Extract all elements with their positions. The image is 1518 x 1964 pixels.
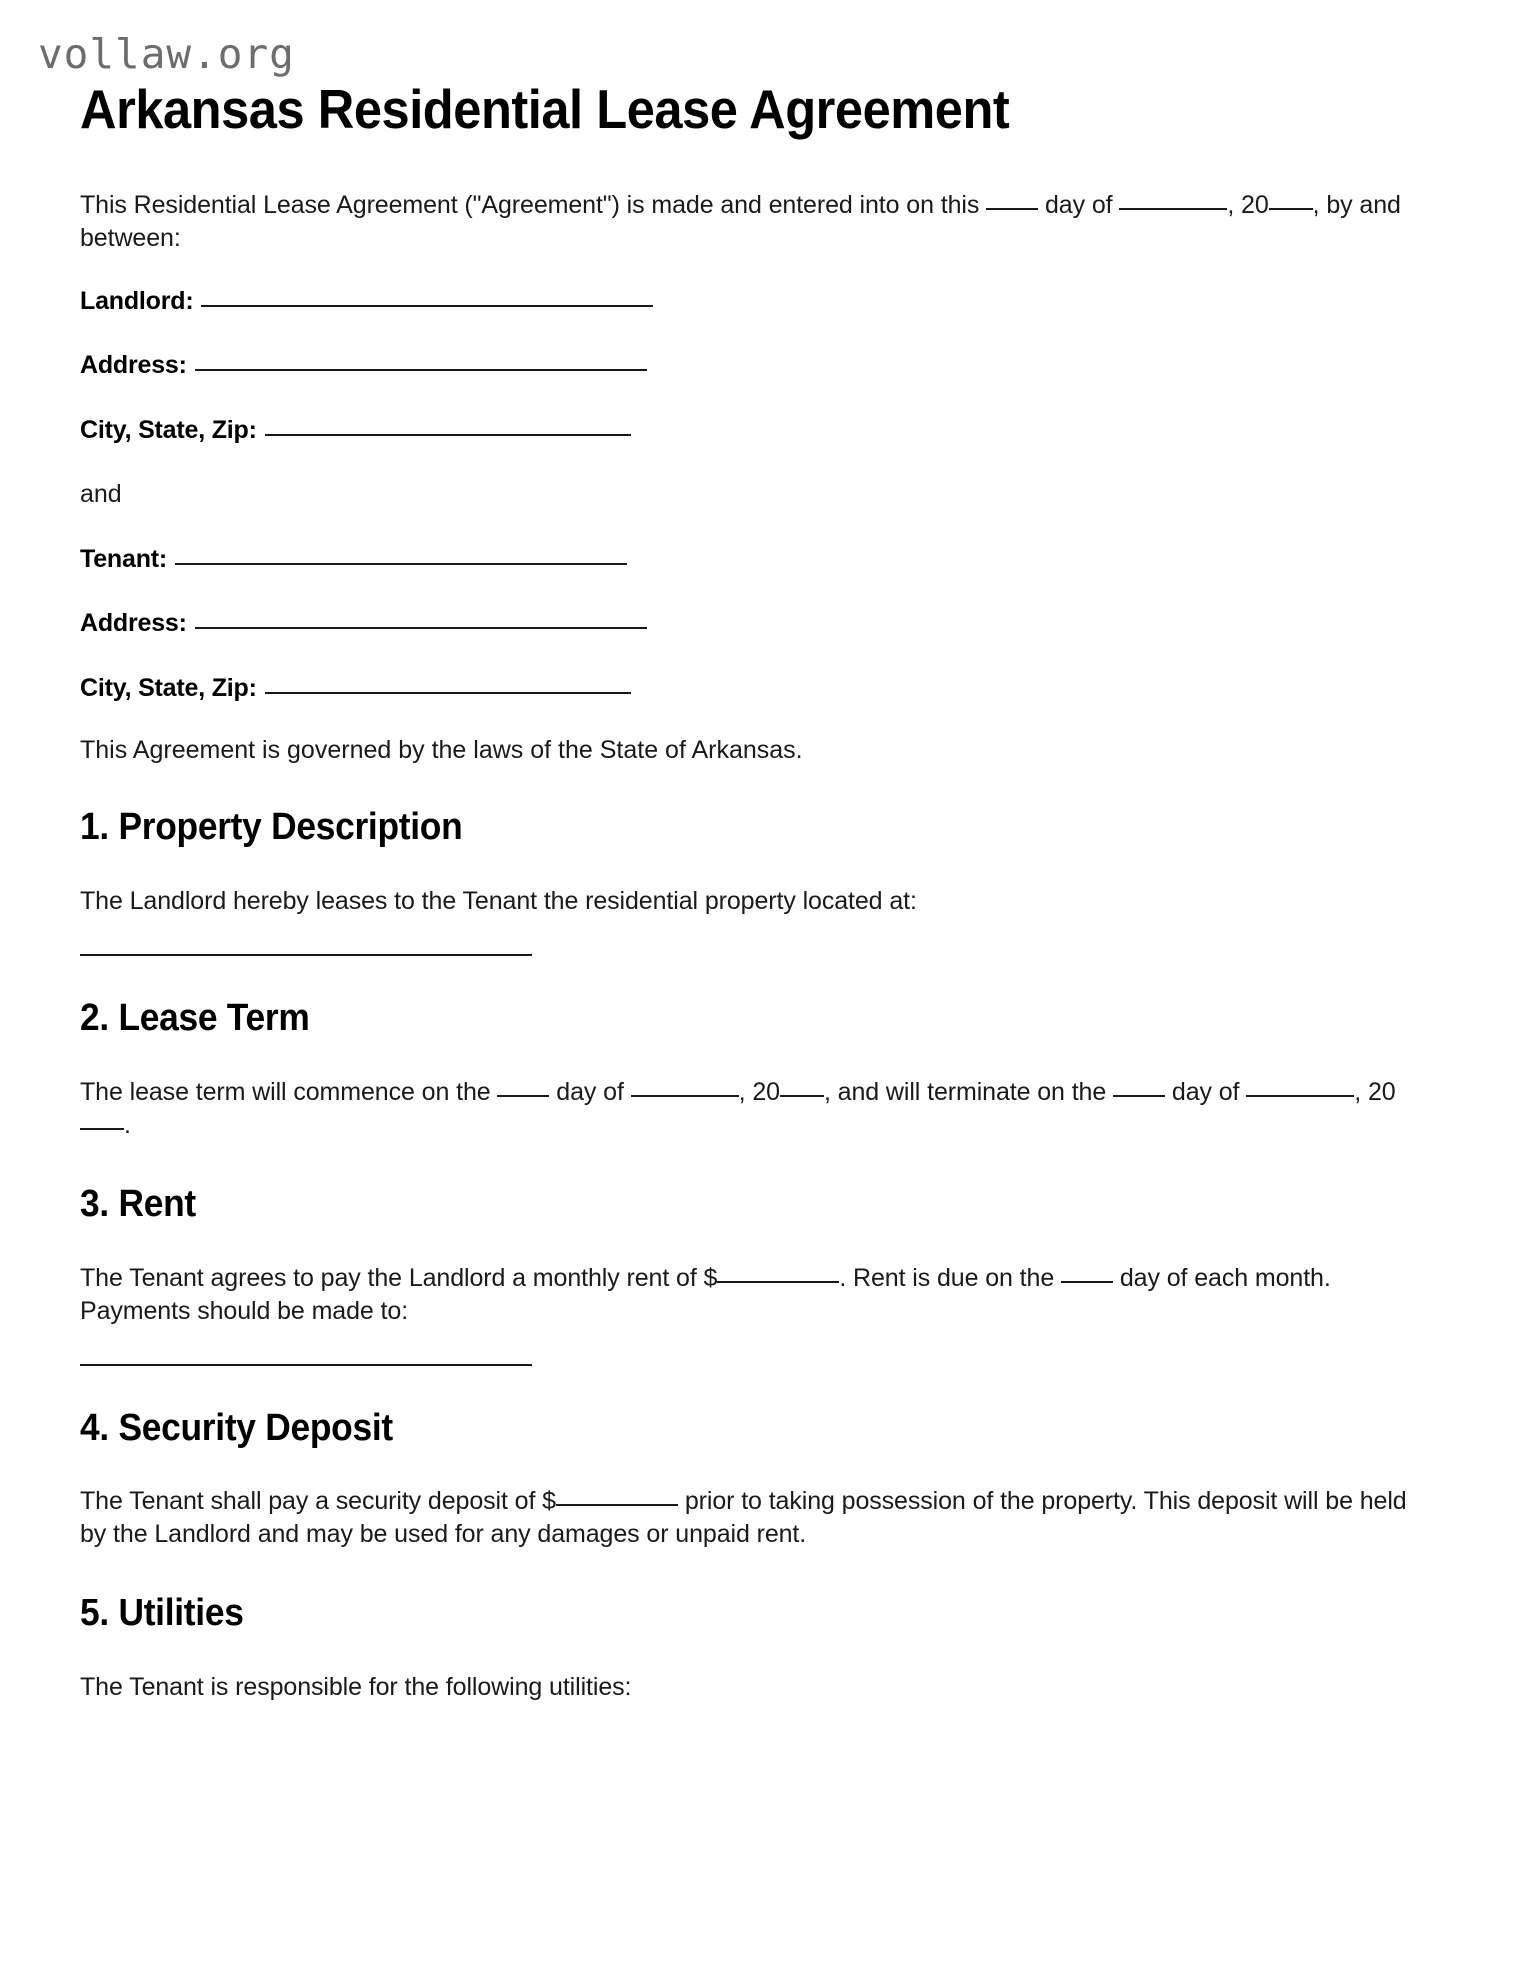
section-body-property-description: The Landlord hereby leases to the Tenant the residential property located at: <box>80 887 917 916</box>
lease-term-text-e: day of <box>1171 1077 1240 1106</box>
deposit-amount-blank[interactable] <box>556 1504 678 1506</box>
lease-term-text-d: , and will terminate on the <box>823 1077 1107 1106</box>
field-landlord-city <box>80 414 1428 447</box>
section-body-utilities: The Tenant is responsible for the following utilities: <box>80 1673 632 1702</box>
intro-day-blank[interactable] <box>986 208 1038 210</box>
lease-term-text-b: day of <box>556 1077 624 1106</box>
field-landlord-address-input[interactable] <box>195 369 647 371</box>
lease-start-year-blank[interactable] <box>780 1095 824 1097</box>
field-tenant-input[interactable] <box>175 563 627 565</box>
section-heading-security-deposit: 4. Security Deposit <box>80 1406 393 1449</box>
field-landlord-city-input[interactable] <box>265 434 631 436</box>
rent-due-day-blank[interactable] <box>1061 1281 1113 1283</box>
intro-year-prefix: , 20 <box>1227 190 1269 219</box>
field-landlord-address-label: Address: <box>80 351 187 380</box>
section-heading-lease-term: 2. Lease Term <box>80 997 310 1040</box>
lease-term-text-f: , 20 <box>1354 1077 1396 1106</box>
intro-year-blank[interactable] <box>1269 208 1313 210</box>
deposit-text-b: prior to taking possession of the property. This deposit will be held by the Landlord and may be used for any damages or unpaid rent. <box>80 1487 1407 1549</box>
lease-end-month-blank[interactable] <box>1246 1095 1354 1097</box>
rent-amount-blank[interactable] <box>717 1281 839 1283</box>
field-landlord <box>80 285 1428 318</box>
field-landlord-input[interactable] <box>201 305 653 307</box>
section-heading-property-description: 1. Property Description <box>80 806 463 849</box>
field-tenant-city-label: City, State, Zip: <box>80 673 257 702</box>
property-address-input[interactable] <box>80 954 532 956</box>
rent-text-c: day of each month. Payments should be made to: <box>80 1263 1331 1325</box>
lease-term-text-c: , 20 <box>738 1077 780 1106</box>
document-content <box>38 78 1448 1704</box>
intro-tail-text: , by and between: <box>80 190 1401 252</box>
section-heading-utilities: 5. Utilities <box>80 1592 244 1635</box>
field-landlord-label: Landlord: <box>80 286 194 315</box>
section-heading-rent: 3. Rent <box>80 1182 196 1225</box>
rent-text-b: . Rent is due on the <box>839 1263 1055 1292</box>
field-tenant-label: Tenant: <box>80 544 168 573</box>
field-tenant-address-input[interactable] <box>195 627 647 629</box>
deposit-text-a: The Tenant shall pay a security deposit of $ <box>80 1487 556 1516</box>
rent-text-a: The Tenant agrees to pay the Landlord a monthly rent of $ <box>80 1263 718 1292</box>
rent-payee-input[interactable] <box>80 1364 532 1366</box>
lease-end-day-blank[interactable] <box>1113 1095 1165 1097</box>
field-tenant-city <box>80 672 1428 705</box>
intro-line1-text: This Residential Lease Agreement ("Agreement") is made and entered into on this <box>80 190 980 219</box>
field-tenant-address <box>80 607 1428 640</box>
field-tenant-city-input[interactable] <box>265 692 631 694</box>
field-landlord-address <box>80 349 1428 382</box>
governing-law-text: This Agreement is governed by the laws of the State of Arkansas. <box>80 736 803 765</box>
lease-start-month-blank[interactable] <box>631 1095 739 1097</box>
field-tenant-address-label: Address: <box>80 609 187 638</box>
section-body-security-deposit <box>80 1485 1428 1551</box>
field-tenant <box>80 543 1428 576</box>
section-body-rent <box>80 1262 1428 1328</box>
lease-start-day-blank[interactable] <box>497 1095 549 1097</box>
intro-month-blank[interactable] <box>1119 208 1227 210</box>
intro-paragraph <box>80 189 1428 255</box>
lease-end-year-blank[interactable] <box>80 1128 124 1130</box>
intro-dayof-text: day of <box>1044 190 1113 219</box>
lease-term-text-a: The lease term will commence on the <box>80 1077 491 1106</box>
lease-term-text-g: . <box>124 1110 131 1139</box>
section-body-lease-term <box>80 1076 1428 1142</box>
site-watermark: vollaw.org <box>38 30 295 78</box>
page-title: Arkansas Residential Lease Agreement <box>80 78 1010 140</box>
field-landlord-city-label: City, State, Zip: <box>80 415 257 444</box>
parties-conjunction: and <box>80 480 122 509</box>
